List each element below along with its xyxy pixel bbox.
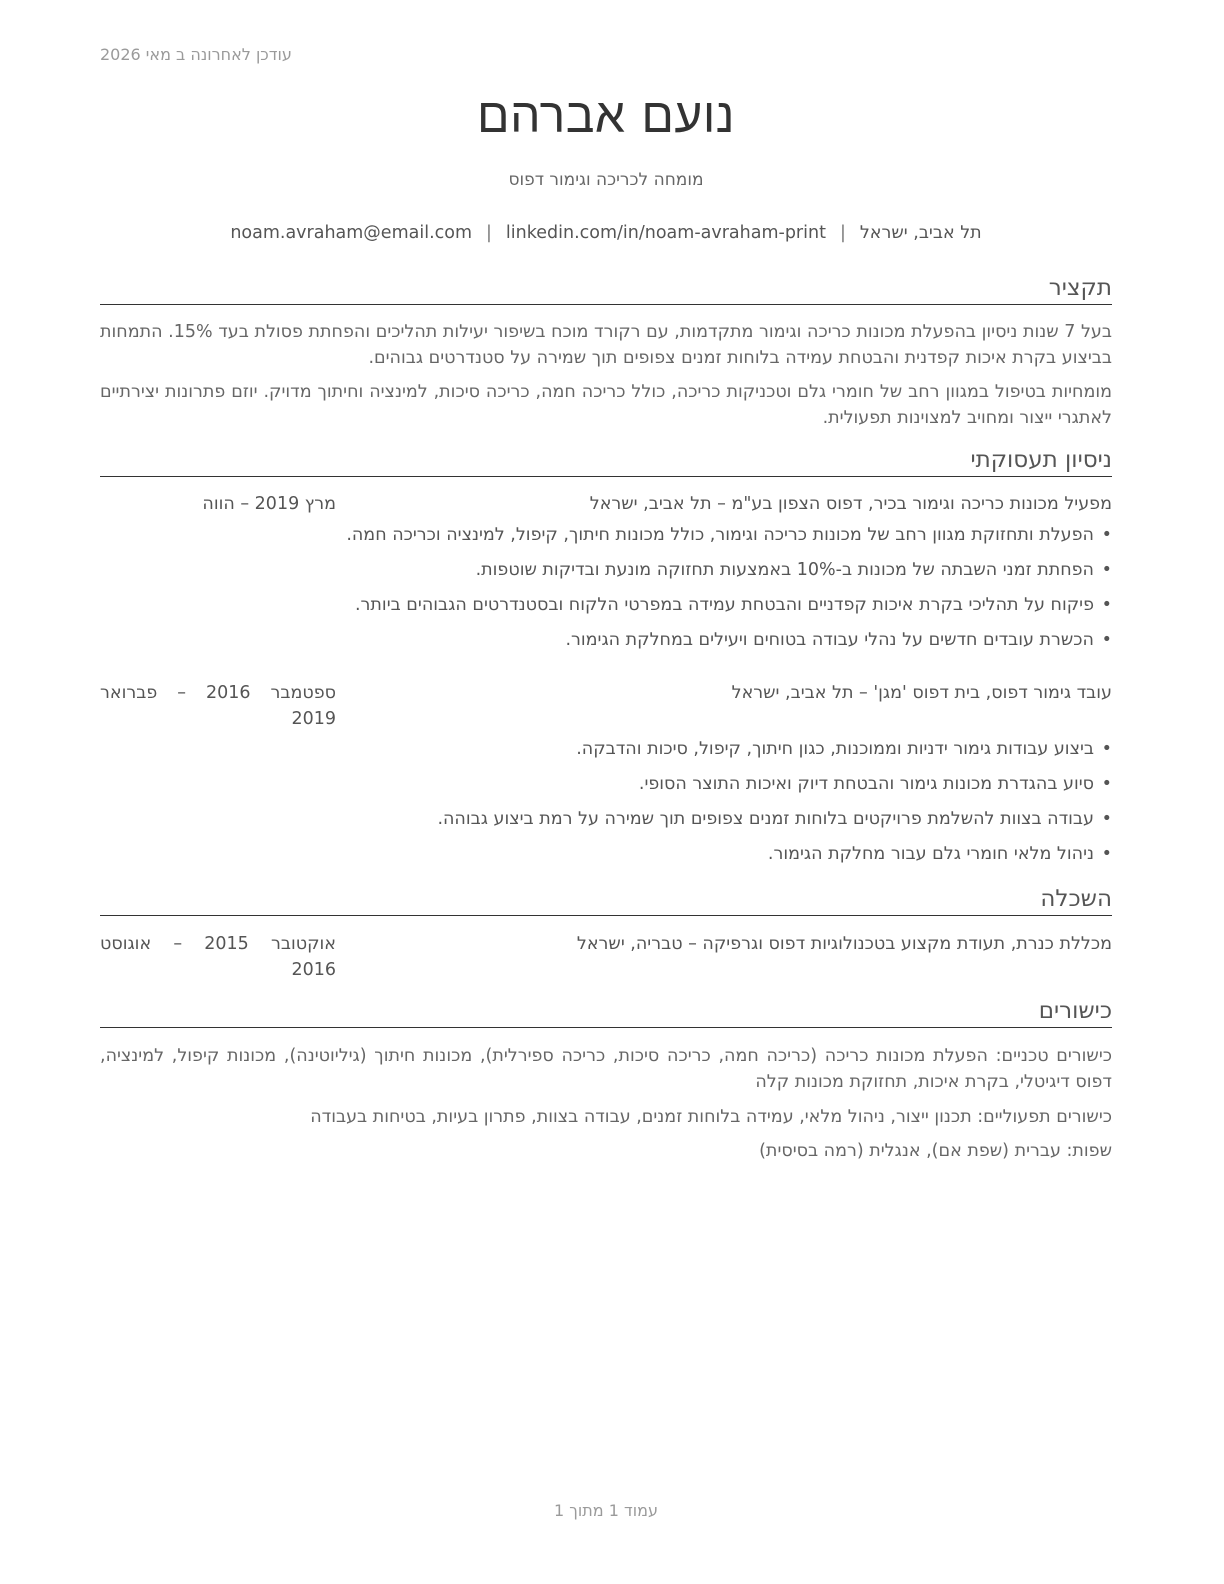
section-title-experience: ניסיון תעסוקתי bbox=[100, 446, 1112, 477]
bullet-item: • הפחתת זמני השבתה של מכונות ב-10% באמצעות תחזוקה מונעת ובדיקות שוטפות. bbox=[100, 557, 1112, 592]
bullet-item: • הכשרת עובדים חדשים על נהלי עבודה בטוחים ויעילים במחלקת הגימור. bbox=[100, 627, 1112, 662]
summary-paragraph: מומחיות בטיפול במגוון רחב של חומרי גלם וטכניקות כריכה, כולל כריכה חמה, כריכה סיכות, למינציה וחיתוך מדויק. יוזם פתרונות יצירתיים לאתגרי ייצור ומחויב למצוינות תפעולית. bbox=[100, 382, 1112, 428]
summary-paragraph: בעל 7 שנות ניסיון בהפעלת מכונות כריכה וגימור מתקדמות, עם רקורד מוכח בשיפור יעילות תהליכים והפחתת פסולת בעד 15%. התמחות בביצוע בקרת איכות קפדנית והבטחת עמידה בלוחות זמנים צפופים תוך שמירה על סטנדרטים גבוהים. bbox=[100, 322, 1112, 368]
bullet-item: • פיקוח על תהליכי בקרת איכות קפדניים והבטחת עמידה במפרטי הלקוח ובסטנדרטים הגבוהים ביותר. bbox=[100, 592, 1112, 627]
resume-page bbox=[100, 0, 1112, 1584]
last-updated: עודכן לאחרונה ב מאי 2026 bbox=[100, 45, 292, 64]
contact-location: תל אביב, ישראל bbox=[859, 223, 982, 243]
section-title-education: השכלה bbox=[100, 885, 1112, 916]
education-date: אוקטובר 2015 – אוגוסט 2016 bbox=[100, 934, 336, 980]
contact-separator: | bbox=[839, 223, 846, 243]
education-title: מכללת כנרת, תעודת מקצוע בטכנולוגיות דפוס וגרפיקה – טבריה, ישראל bbox=[576, 934, 1112, 954]
job-title: מפעיל מכונות כריכה וגימור בכיר, דפוס הצפון בע"מ – תל אביב, ישראל bbox=[589, 494, 1112, 514]
contact-separator: | bbox=[486, 223, 492, 243]
bullet-item: • ניהול מלאי חומרי גלם עבור מחלקת הגימור. bbox=[100, 841, 1112, 876]
skills-item: כישורים טכניים: הפעלת מכונות כריכה (כריכה חמה, כריכה סיכות, כריכה ספירלית), מכונות חיתוך (גיליוטינה), מכונות קיפול, למינציה, דפוס דיגיטלי, בקרת איכות, תחזוקת מכונות קלה bbox=[100, 1046, 1112, 1092]
skills-item: שפות: עברית (שפת אם), אנגלית (רמה בסיסית) bbox=[759, 1141, 1112, 1161]
job-bullets bbox=[100, 522, 1112, 662]
contact-line bbox=[100, 223, 1112, 243]
candidate-subtitle: מומחה לכריכה וגימור דפוס bbox=[508, 170, 704, 190]
education-item bbox=[100, 931, 1112, 983]
bullet-item: • ביצוע עבודות גימור ידניות וממוכנות, כגון חיתוך, קיפול, סיכות והדבקה. bbox=[100, 736, 1112, 771]
job-date: מרץ 2019 – הווה bbox=[202, 494, 336, 514]
contact-email[interactable]: noam.avraham@email.com bbox=[230, 223, 473, 243]
skills-item: כישורים תפעוליים: תכנון ייצור, ניהול מלאי, עמידה בלוחות זמנים, עבודה בצוות, פתרון בעיות, בטיחות בעבודה bbox=[310, 1107, 1112, 1127]
job-title: עובד גימור דפוס, בית דפוס 'מגן' – תל אביב, ישראל bbox=[731, 683, 1112, 703]
page-number: עמוד 1 מתוך 1 bbox=[554, 1501, 658, 1520]
bullet-item: • סיוע בהגדרת מכונות גימור והבטחת דיוק ואיכות התוצר הסופי. bbox=[100, 771, 1112, 806]
job-date: ספטמבר 2016 – פברואר 2019 bbox=[100, 683, 336, 729]
job-header bbox=[100, 680, 1112, 732]
bullet-item: • עבודה בצוות להשלמת פרויקטים בלוחות זמנים צפופים תוך שמירה על רמת ביצוע גבוהה. bbox=[100, 806, 1112, 841]
job-bullets bbox=[100, 736, 1112, 876]
section-title-skills: כישורים bbox=[100, 997, 1112, 1028]
section-title-summary: תקציר bbox=[100, 274, 1112, 305]
candidate-name: נועם אברהם bbox=[477, 88, 735, 144]
contact-linkedin[interactable]: linkedin.com/in/noam-avraham-print bbox=[505, 223, 826, 243]
bullet-item: • הפעלת ותחזוקת מגוון רחב של מכונות כריכה וגימור, כולל מכונות חיתוך, קיפול, למינציה וכריכה חמה. bbox=[100, 522, 1112, 557]
